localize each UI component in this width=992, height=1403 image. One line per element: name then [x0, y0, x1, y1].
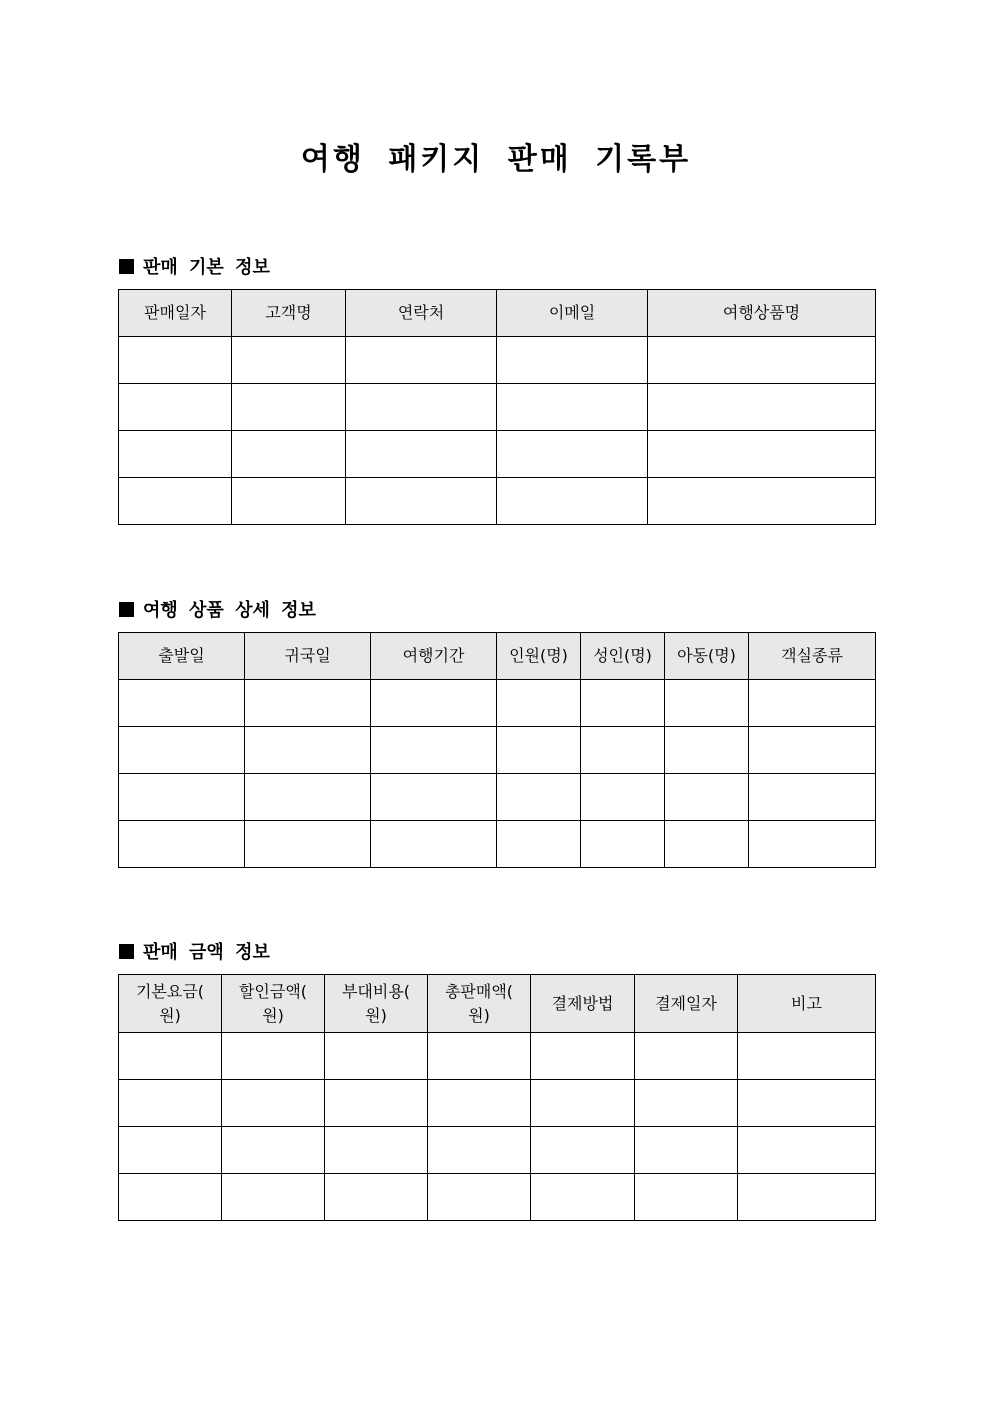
table-cell[interactable]: [738, 1174, 876, 1221]
table-cell[interactable]: [635, 1080, 738, 1127]
table-header-row: [119, 975, 876, 1033]
table-cell[interactable]: [325, 1174, 428, 1221]
table-row: [119, 478, 876, 525]
column-header: 성인(명): [581, 633, 665, 680]
table-row: [119, 1127, 876, 1174]
table-cell[interactable]: [119, 1127, 222, 1174]
table-cell[interactable]: [346, 384, 497, 431]
table-cell[interactable]: [497, 821, 581, 868]
table-cell[interactable]: [428, 1033, 531, 1080]
table-cell[interactable]: [222, 1080, 325, 1127]
table-cell[interactable]: [346, 337, 497, 384]
column-header: 비고: [738, 975, 876, 1033]
table-cell[interactable]: [371, 727, 497, 774]
table-cell[interactable]: [119, 478, 232, 525]
table-row: [119, 680, 876, 727]
table-cell[interactable]: [738, 1080, 876, 1127]
table-cell[interactable]: [119, 821, 245, 868]
table-cell[interactable]: [119, 431, 232, 478]
column-header: 고객명: [232, 290, 346, 337]
table-cell[interactable]: [648, 431, 876, 478]
square-bullet-icon: [119, 602, 134, 617]
column-header: 여행상품명: [648, 290, 876, 337]
table-cell[interactable]: [222, 1174, 325, 1221]
column-header: 아동(명): [665, 633, 749, 680]
table-cell[interactable]: [531, 1174, 635, 1221]
table-row: [119, 727, 876, 774]
table-cell[interactable]: [119, 1174, 222, 1221]
table-cell[interactable]: [497, 727, 581, 774]
table-cell[interactable]: [648, 384, 876, 431]
table-cell[interactable]: [497, 337, 648, 384]
column-header: 판매일자: [119, 290, 232, 337]
table-cell[interactable]: [325, 1033, 428, 1080]
table-cell[interactable]: [531, 1033, 635, 1080]
column-header: 결제방법: [531, 975, 635, 1033]
table-cell[interactable]: [581, 774, 665, 821]
table-cell[interactable]: [635, 1174, 738, 1221]
square-bullet-icon: [119, 944, 134, 959]
column-header: 객실종류: [749, 633, 876, 680]
column-header: 출발일: [119, 633, 245, 680]
table-row: [119, 1033, 876, 1080]
table-cell[interactable]: [232, 337, 346, 384]
table-cell[interactable]: [222, 1033, 325, 1080]
table-cell[interactable]: [665, 727, 749, 774]
table-cell[interactable]: [371, 821, 497, 868]
column-header: 귀국일: [245, 633, 371, 680]
sales-amount-table: [118, 974, 876, 1221]
table-cell[interactable]: [497, 774, 581, 821]
table-cell[interactable]: [497, 680, 581, 727]
table-cell[interactable]: [665, 774, 749, 821]
section-heading-product: [119, 596, 316, 622]
table-cell[interactable]: [245, 774, 371, 821]
table-cell[interactable]: [738, 1127, 876, 1174]
table-cell[interactable]: [648, 478, 876, 525]
table-cell[interactable]: [119, 680, 245, 727]
table-row: [119, 337, 876, 384]
column-header: 연락처: [346, 290, 497, 337]
table-cell[interactable]: [581, 680, 665, 727]
table-row: [119, 431, 876, 478]
section-title: 판매 기본 정보: [143, 257, 270, 278]
sales-basic-info-table: [118, 289, 876, 525]
column-header: 이메일: [497, 290, 648, 337]
column-header: 결제일자: [635, 975, 738, 1033]
table-cell[interactable]: [371, 680, 497, 727]
table-cell[interactable]: [346, 478, 497, 525]
table-cell[interactable]: [428, 1080, 531, 1127]
table-cell[interactable]: [232, 431, 346, 478]
table-cell[interactable]: [531, 1127, 635, 1174]
table-cell[interactable]: [119, 337, 232, 384]
section-title: 판매 금액 정보: [143, 942, 270, 963]
column-header: 총판매액( 원): [428, 975, 531, 1033]
table-cell[interactable]: [119, 1080, 222, 1127]
table-cell[interactable]: [497, 431, 648, 478]
table-row: [119, 1080, 876, 1127]
column-header: 여행기간: [371, 633, 497, 680]
table-cell[interactable]: [245, 821, 371, 868]
table-cell[interactable]: [245, 680, 371, 727]
table-cell[interactable]: [749, 680, 876, 727]
table-cell[interactable]: [581, 727, 665, 774]
table-cell[interactable]: [531, 1080, 635, 1127]
table-cell[interactable]: [325, 1127, 428, 1174]
table-cell[interactable]: [325, 1080, 428, 1127]
table-row: [119, 384, 876, 431]
table-header-row: [119, 633, 876, 680]
table-cell[interactable]: [119, 1033, 222, 1080]
column-header: 기본요금( 원): [119, 975, 222, 1033]
table-cell[interactable]: [119, 727, 245, 774]
table-cell[interactable]: [635, 1033, 738, 1080]
table-cell[interactable]: [497, 384, 648, 431]
table-cell[interactable]: [738, 1033, 876, 1080]
table-cell[interactable]: [119, 774, 245, 821]
section-title: 여행 상품 상세 정보: [143, 600, 316, 621]
table-cell[interactable]: [665, 680, 749, 727]
table-cell[interactable]: [428, 1174, 531, 1221]
table-cell[interactable]: [497, 478, 648, 525]
section-heading-amount: [119, 938, 270, 964]
table-cell[interactable]: [665, 821, 749, 868]
table-cell[interactable]: [635, 1127, 738, 1174]
table-row: [119, 821, 876, 868]
square-bullet-icon: [119, 259, 134, 274]
table-cell[interactable]: [428, 1127, 531, 1174]
table-cell[interactable]: [749, 774, 876, 821]
table-cell[interactable]: [119, 384, 232, 431]
column-header: 부대비용( 원): [325, 975, 428, 1033]
table-cell[interactable]: [232, 384, 346, 431]
table-cell[interactable]: [749, 727, 876, 774]
table-row: [119, 1174, 876, 1221]
product-detail-table: [118, 632, 876, 868]
table-cell[interactable]: [346, 431, 497, 478]
table-row: [119, 774, 876, 821]
table-cell[interactable]: [749, 821, 876, 868]
table-cell[interactable]: [648, 337, 876, 384]
table-cell[interactable]: [581, 821, 665, 868]
column-header: 할인금액( 원): [222, 975, 325, 1033]
document-title: 여행 패키지 판매 기록부: [300, 142, 692, 177]
table-cell[interactable]: [371, 774, 497, 821]
table-cell[interactable]: [245, 727, 371, 774]
section-heading-basic: [119, 253, 270, 279]
table-cell[interactable]: [232, 478, 346, 525]
column-header: 인원(명): [497, 633, 581, 680]
table-cell[interactable]: [222, 1127, 325, 1174]
table-header-row: [119, 290, 876, 337]
